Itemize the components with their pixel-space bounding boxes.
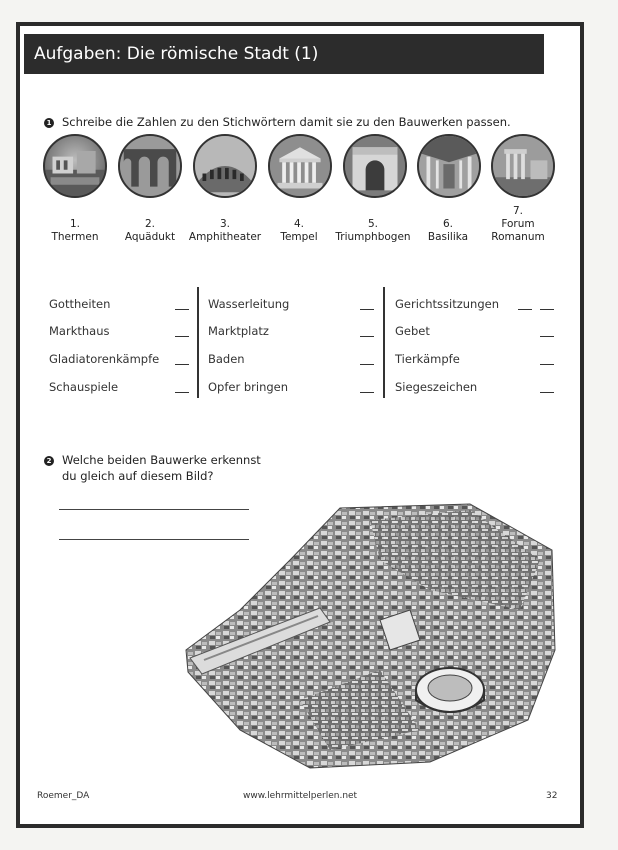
- keyword-gottheiten: Gottheiten: [49, 297, 111, 311]
- basilika-photo: [417, 134, 481, 198]
- keyword-marktplatz: Marktplatz: [208, 324, 269, 338]
- answer-blank[interactable]: [360, 309, 374, 310]
- keyword-gerichtssitzungen: Gerichtssitzungen: [395, 297, 499, 311]
- caption-aquaedukt: 2. Aquädukt: [124, 218, 176, 243]
- answer-blank[interactable]: [540, 364, 554, 365]
- caption-forum: 7. Forum Romanum: [491, 205, 545, 243]
- task-1-text: Schreibe die Zahlen zu den Stichwörtern damit sie zu den Bauwerken passen.: [62, 115, 511, 129]
- page-number: 32: [546, 791, 558, 801]
- tempel-photo: [268, 134, 332, 198]
- triumphbogen-photo: [343, 134, 407, 198]
- keyword-markthaus: Markthaus: [49, 324, 110, 338]
- caption-amphitheater: 3. Amphitheater: [188, 218, 262, 243]
- answer-blank[interactable]: [540, 392, 554, 393]
- footer-code: Roemer_DA: [37, 791, 90, 801]
- keyword-siegeszeichen: Siegeszeichen: [395, 380, 478, 394]
- page-title: Aufgaben: Die römische Stadt (1): [24, 34, 544, 74]
- answer-blank[interactable]: [175, 309, 189, 310]
- caption-basilika: 6. Basilika: [427, 218, 469, 243]
- keyword-baden: Baden: [208, 352, 245, 366]
- aquaedukt-photo: [118, 134, 182, 198]
- thermen-photo: [43, 134, 107, 198]
- caption-tempel: 4. Tempel: [280, 218, 318, 243]
- answer-blank[interactable]: [175, 336, 189, 337]
- forum-photo: [491, 134, 555, 198]
- answer-blank[interactable]: [175, 364, 189, 365]
- column-divider-2: [383, 287, 385, 398]
- answer-blank[interactable]: [360, 364, 374, 365]
- keyword-opfer-bringen: Opfer bringen: [208, 380, 289, 394]
- keyword-schauspiele: Schauspiele: [49, 380, 119, 394]
- keyword-tierkaempfe: Tierkämpfe: [395, 352, 460, 366]
- footer-website: www.lehrmittelperlen.net: [243, 791, 358, 801]
- amphitheater-photo: [193, 134, 257, 198]
- task-1-instruction: [44, 114, 511, 130]
- task-2-number: 2: [44, 456, 54, 466]
- keyword-gladiatorenkaempfe: Gladiatorenkämpfe: [49, 352, 160, 366]
- column-divider-1: [197, 287, 199, 398]
- answer-blank[interactable]: [360, 392, 374, 393]
- keyword-wasserleitung: Wasserleitung: [208, 297, 290, 311]
- caption-triumphbogen: 5. Triumphbogen: [335, 218, 411, 243]
- caption-thermen: 1. Thermen: [51, 218, 99, 243]
- task-1-number: 1: [44, 118, 54, 128]
- answer-blank[interactable]: [518, 309, 532, 310]
- answer-blank[interactable]: [175, 392, 189, 393]
- roman-city-illustration: [180, 500, 560, 772]
- answer-blank[interactable]: [540, 336, 554, 337]
- task-2-instruction: 2 Welche beiden Bauwerke erkennst du gleich auf diesem Bild?: [44, 452, 261, 484]
- answer-blank[interactable]: [360, 336, 374, 337]
- answer-blank[interactable]: [540, 309, 554, 310]
- keyword-gebet: Gebet: [395, 324, 430, 338]
